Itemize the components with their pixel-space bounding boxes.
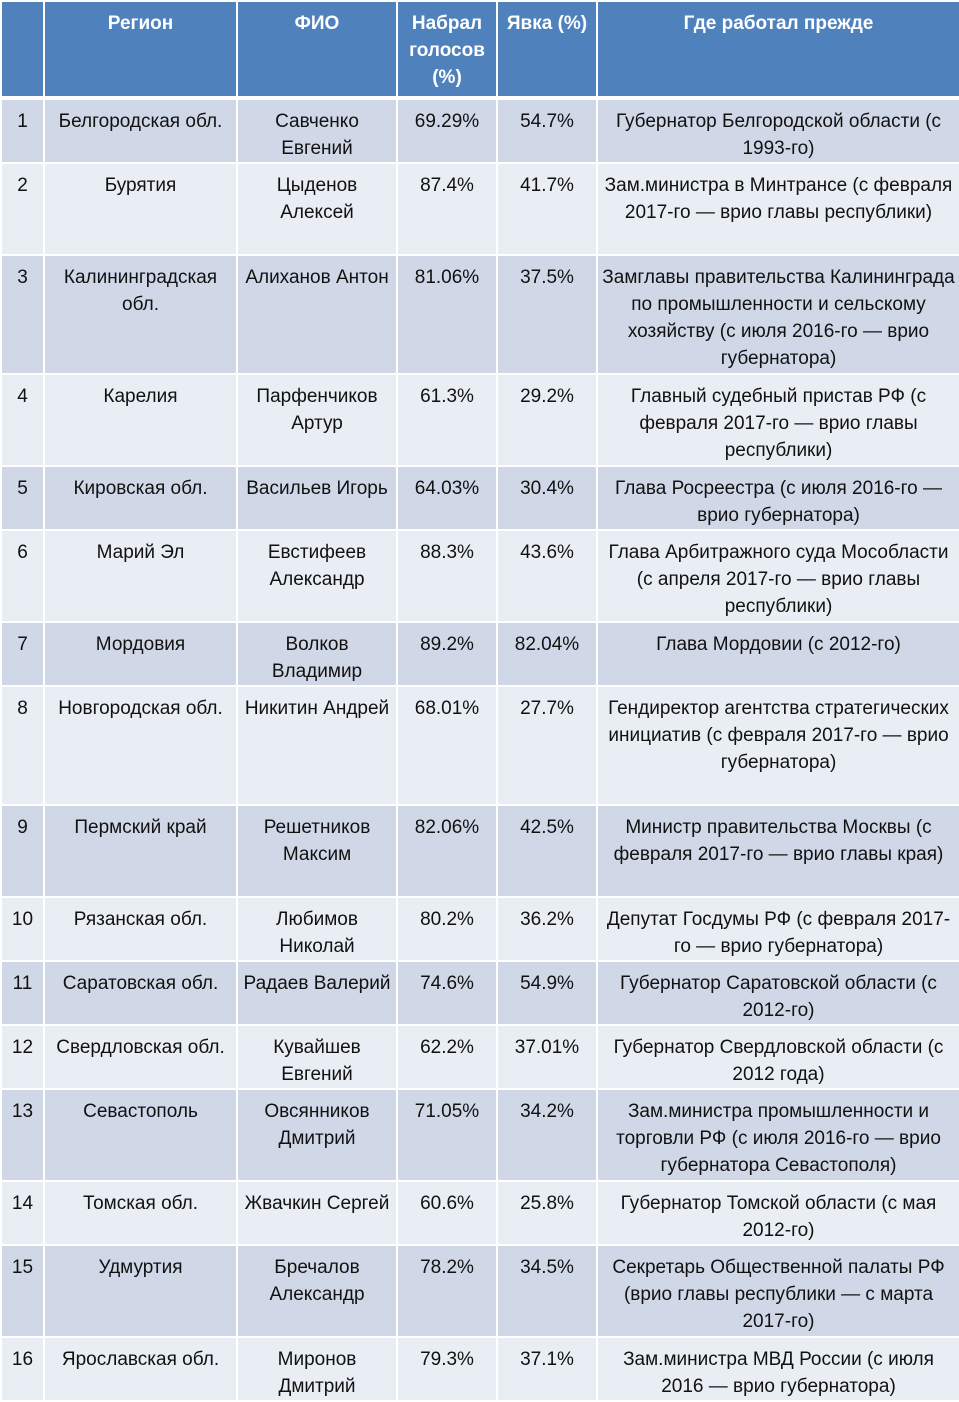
table-row <box>1 897 959 961</box>
cell-region: Бурятия <box>44 163 237 255</box>
table-row <box>1 98 959 163</box>
cell-region: Мордовия <box>44 622 237 686</box>
cell-region: Марий Эл <box>44 530 237 622</box>
cell-fio: Бречалов Александр <box>237 1245 397 1337</box>
cell-previous-job: Губернатор Свердловской области (с 2012 года) <box>597 1025 959 1089</box>
table-row <box>1 163 959 255</box>
cell-fio: Парфенчиков Артур <box>237 374 397 466</box>
cell-number: 12 <box>1 1025 44 1089</box>
cell-number: 9 <box>1 805 44 897</box>
cell-region: Удмуртия <box>44 1245 237 1337</box>
cell-number: 2 <box>1 163 44 255</box>
cell-turnout: 43.6% <box>497 530 597 622</box>
cell-region: Севастополь <box>44 1089 237 1181</box>
cell-previous-job: Губернатор Томской области (с мая 2012-го) <box>597 1181 959 1245</box>
cell-fio: Миронов Дмитрий <box>237 1337 397 1401</box>
cell-previous-job: Зам.министра промышленности и торговли РФ (с июля 2016-го — врио губернатора Севастополя) <box>597 1089 959 1181</box>
cell-votes: 87.4% <box>397 163 497 255</box>
table-row <box>1 1025 959 1089</box>
cell-number: 4 <box>1 374 44 466</box>
cell-turnout: 37.5% <box>497 255 597 374</box>
table-row <box>1 961 959 1025</box>
cell-turnout: 30.4% <box>497 466 597 530</box>
cell-number: 11 <box>1 961 44 1025</box>
cell-fio: Овсянников Дмитрий <box>237 1089 397 1181</box>
cell-turnout: 82.04% <box>497 622 597 686</box>
cell-region: Ярославская обл. <box>44 1337 237 1401</box>
cell-region: Пермский край <box>44 805 237 897</box>
table-row <box>1 530 959 622</box>
cell-fio: Решетников Максим <box>237 805 397 897</box>
cell-votes: 69.29% <box>397 98 497 163</box>
cell-region: Карелия <box>44 374 237 466</box>
cell-fio: Радаев Валерий <box>237 961 397 1025</box>
cell-previous-job: Зам.министра в Минтрансе (с февраля 2017-го — врио главы республики) <box>597 163 959 255</box>
header-votes: Набрал голосов (%) <box>397 1 497 98</box>
cell-votes: 78.2% <box>397 1245 497 1337</box>
cell-fio: Цыденов Алексей <box>237 163 397 255</box>
cell-number: 16 <box>1 1337 44 1401</box>
table-row <box>1 686 959 805</box>
table-row <box>1 1245 959 1337</box>
header-previous-job: Где работал прежде <box>597 1 959 98</box>
cell-turnout: 37.1% <box>497 1337 597 1401</box>
cell-fio: Алиханов Антон <box>237 255 397 374</box>
cell-fio: Кувайшев Евгений <box>237 1025 397 1089</box>
cell-region: Свердловская обл. <box>44 1025 237 1089</box>
table-row <box>1 466 959 530</box>
cell-turnout: 54.9% <box>497 961 597 1025</box>
cell-fio: Савченко Евгений <box>237 98 397 163</box>
cell-votes: 82.06% <box>397 805 497 897</box>
cell-number: 7 <box>1 622 44 686</box>
table-row <box>1 374 959 466</box>
cell-turnout: 54.7% <box>497 98 597 163</box>
cell-region: Томская обл. <box>44 1181 237 1245</box>
table-header-row <box>1 1 959 98</box>
cell-previous-job: Депутат Госдумы РФ (с февраля 2017-го — врио губернатора) <box>597 897 959 961</box>
cell-previous-job: Гендиректор агентства стратегических инициатив (с февраля 2017-го — врио губернатора) <box>597 686 959 805</box>
cell-turnout: 25.8% <box>497 1181 597 1245</box>
cell-votes: 61.3% <box>397 374 497 466</box>
cell-previous-job: Глава Мордовии (с 2012-го) <box>597 622 959 686</box>
cell-previous-job: Губернатор Саратовской области (с 2012-го) <box>597 961 959 1025</box>
cell-region: Рязанская обл. <box>44 897 237 961</box>
cell-votes: 71.05% <box>397 1089 497 1181</box>
cell-region: Кировская обл. <box>44 466 237 530</box>
cell-number: 13 <box>1 1089 44 1181</box>
cell-region: Белгородская обл. <box>44 98 237 163</box>
cell-votes: 74.6% <box>397 961 497 1025</box>
cell-votes: 64.03% <box>397 466 497 530</box>
cell-fio: Любимов Николай <box>237 897 397 961</box>
cell-number: 15 <box>1 1245 44 1337</box>
cell-previous-job: Губернатор Белгородской области (с 1993-го) <box>597 98 959 163</box>
table-row <box>1 255 959 374</box>
cell-previous-job: Замглавы правительства Калининграда по промышленности и сельскому хозяйству (с июля 2016-го — врио губернатора) <box>597 255 959 374</box>
table-row <box>1 805 959 897</box>
table-row <box>1 1089 959 1181</box>
cell-fio: Никитин Андрей <box>237 686 397 805</box>
cell-turnout: 34.2% <box>497 1089 597 1181</box>
cell-turnout: 37.01% <box>497 1025 597 1089</box>
cell-votes: 79.3% <box>397 1337 497 1401</box>
header-turnout: Явка (%) <box>497 1 597 98</box>
cell-region: Новгородская обл. <box>44 686 237 805</box>
cell-fio: Жвачкин Сергей <box>237 1181 397 1245</box>
cell-previous-job: Глава Арбитражного суда Мособласти (с апреля 2017-го — врио главы республики) <box>597 530 959 622</box>
table-row <box>1 1337 959 1401</box>
cell-turnout: 41.7% <box>497 163 597 255</box>
cell-region: Саратовская обл. <box>44 961 237 1025</box>
cell-previous-job: Зам.министра МВД России (с июля 2016 — врио губернатора) <box>597 1337 959 1401</box>
cell-fio: Евстифеев Александр <box>237 530 397 622</box>
cell-turnout: 36.2% <box>497 897 597 961</box>
cell-previous-job: Министр правительства Москвы (с февраля 2017-го — врио главы края) <box>597 805 959 897</box>
cell-turnout: 34.5% <box>497 1245 597 1337</box>
cell-number: 1 <box>1 98 44 163</box>
table-row <box>1 1181 959 1245</box>
cell-number: 8 <box>1 686 44 805</box>
cell-votes: 88.3% <box>397 530 497 622</box>
header-region: Регион <box>44 1 237 98</box>
cell-fio: Васильев Игорь <box>237 466 397 530</box>
cell-votes: 89.2% <box>397 622 497 686</box>
cell-region: Калининградская обл. <box>44 255 237 374</box>
table-row <box>1 622 959 686</box>
cell-turnout: 27.7% <box>497 686 597 805</box>
cell-votes: 80.2% <box>397 897 497 961</box>
header-number <box>1 1 44 98</box>
cell-votes: 62.2% <box>397 1025 497 1089</box>
cell-fio: Волков Владимир <box>237 622 397 686</box>
cell-previous-job: Глава Росреестра (с июля 2016-го — врио губернатора) <box>597 466 959 530</box>
cell-votes: 81.06% <box>397 255 497 374</box>
cell-previous-job: Секретарь Общественной палаты РФ (врио главы республики — с марта 2017-го) <box>597 1245 959 1337</box>
cell-number: 5 <box>1 466 44 530</box>
cell-turnout: 42.5% <box>497 805 597 897</box>
cell-votes: 68.01% <box>397 686 497 805</box>
cell-number: 10 <box>1 897 44 961</box>
cell-number: 14 <box>1 1181 44 1245</box>
cell-previous-job: Главный судебный пристав РФ (с февраля 2017-го — врио главы республики) <box>597 374 959 466</box>
cell-number: 6 <box>1 530 44 622</box>
cell-votes: 60.6% <box>397 1181 497 1245</box>
header-fio: ФИО <box>237 1 397 98</box>
cell-turnout: 29.2% <box>497 374 597 466</box>
cell-number: 3 <box>1 255 44 374</box>
